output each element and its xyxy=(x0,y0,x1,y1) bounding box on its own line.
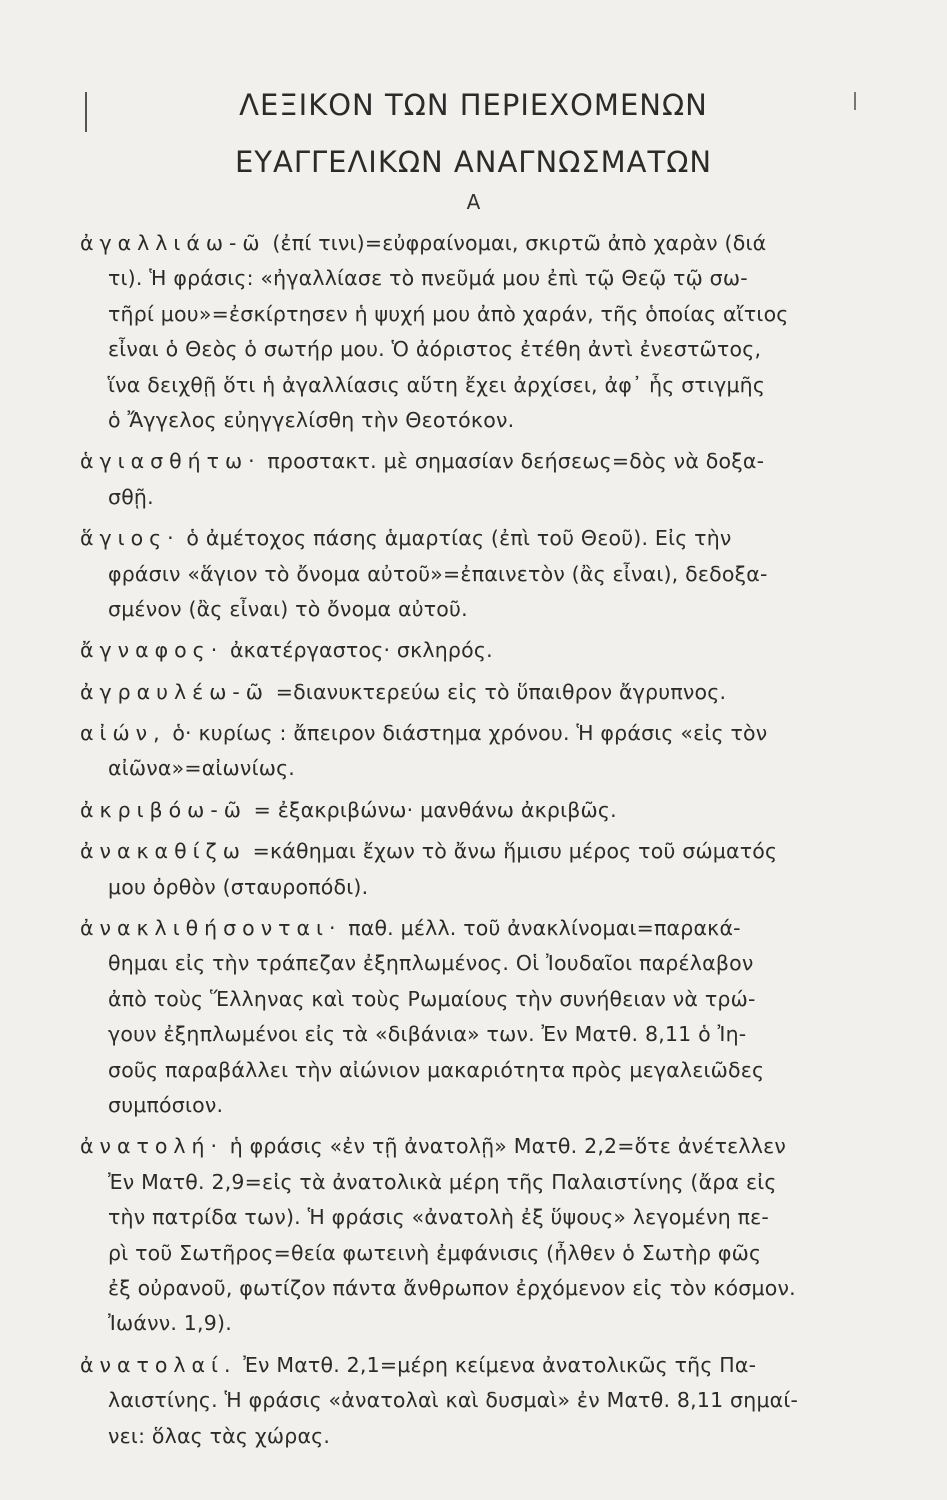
entry-continuation-line xyxy=(80,1383,870,1418)
dictionary-entry xyxy=(80,911,870,1123)
entry-text: μου ὀρθὸν (σταυροπόδι). xyxy=(108,874,369,899)
dictionary-entry xyxy=(80,521,870,627)
entry-text: συμπόσιον. xyxy=(108,1092,224,1117)
entry-first-line xyxy=(80,675,870,710)
entry-lemma: ἄγναφος· xyxy=(80,638,224,663)
entry-continuation-line xyxy=(80,1236,870,1271)
dictionary-entry xyxy=(80,716,870,787)
entry-first-line xyxy=(80,1129,870,1164)
dictionary-entry xyxy=(80,633,870,668)
entry-continuation-line xyxy=(80,1165,870,1200)
entry-lemma: ἀνατολαί. xyxy=(80,1352,237,1377)
entry-lemma: ἅγιος· xyxy=(80,526,180,551)
entry-text: Ἰωάνν. 1,9). xyxy=(108,1311,232,1336)
entry-list xyxy=(80,226,870,1454)
entry-text: ὁ· κυρίως : ἄπειρον διάστημα χρόνου. Ἡ φράσις «εἰς τὸν xyxy=(172,721,768,746)
dictionary-entry xyxy=(80,1348,870,1454)
entry-text: Ἐν Ματθ. 2,1=μέρη κείμενα ἀνατολικῶς τῆς Πα- xyxy=(243,1352,757,1377)
entry-lemma: ἀγραυλέω-ῶ xyxy=(80,679,269,704)
entry-first-line xyxy=(80,521,870,556)
entry-continuation-line xyxy=(80,557,870,592)
entry-continuation-line xyxy=(80,1306,870,1341)
section-letter: Α xyxy=(466,190,481,214)
entry-text: αἰῶνα»=αἰωνίως. xyxy=(108,756,296,781)
entry-text: θημαι εἰς τὴν τράπεζαν ἐξηπλωμένος. Οἱ Ἰουδαῖοι παρέλαβον xyxy=(108,951,754,976)
page-title-line-2: ΕΥΑΓΓΕΛΙΚΩΝ ΑΝΑΓΝΩΣΜΑΤΩΝ xyxy=(234,145,713,179)
entry-text: τῆρί μου»=ἐσκίρτησεν ἡ ψυχή μου ἀπὸ χαράν, τῆς ὁποίας αἴτιος xyxy=(108,301,789,326)
entry-text: Ἐν Ματθ. 2,9=εἰς τὰ ἀνατολικὰ μέρη τῆς Παλαιστίνης (ἄρα εἰς xyxy=(108,1169,777,1194)
entry-text: προστακτ. μὲ σημασίαν δεήσεως=δὸς νὰ δοξα- xyxy=(267,449,765,474)
entry-continuation-line xyxy=(80,946,870,981)
entry-continuation-line xyxy=(80,1419,870,1454)
entry-first-line xyxy=(80,834,870,869)
entry-text: ἀκατέργαστος· σκληρός. xyxy=(229,638,493,663)
entry-first-line xyxy=(80,793,870,828)
entry-text: ἡ φράσις «ἐν τῇ ἀνατολῇ» Ματθ. 2,2=ὅτε ἀνέτελλεν xyxy=(229,1134,786,1159)
dictionary-entry xyxy=(80,226,870,438)
entry-text: ἀπὸ τοὺς Ἕλληνας καὶ τοὺς Ρωμαίους τὴν συνήθειαν νὰ τρώ- xyxy=(108,986,756,1011)
entry-first-line xyxy=(80,633,870,668)
entry-first-line xyxy=(80,1348,870,1383)
entry-lemma: ἀνακαθίζω xyxy=(80,839,246,864)
entry-text: σοῦς παραβάλλει τὴν αἰώνιον μακαριότητα πρὸς μεγαλειῶδες xyxy=(108,1057,765,1082)
entry-continuation-line xyxy=(80,751,870,786)
entry-text: = ἐξακριβώνω· μανθάνω ἀκριβῶς. xyxy=(253,797,617,822)
entry-continuation-line xyxy=(80,1088,870,1123)
entry-text: =διανυκτερεύω εἰς τὸ ὕπαιθρον ἄγρυπνος. xyxy=(275,679,727,704)
entry-text: ὁ Ἄγγελος εὐηγγελίσθη τὴν Θεοτόκον. xyxy=(108,407,515,432)
entry-text: εἶναι ὁ Θεὸς ὁ σωτήρ μου. Ὁ ἀόριστος ἐτέθη ἀντὶ ἐνεστῶτος, xyxy=(108,337,762,362)
entry-text: =κάθημαι ἔχων τὸ ἄνω ἥμισυ μέρος τοῦ σώματός xyxy=(252,839,778,864)
entry-continuation-line xyxy=(80,332,870,367)
entry-continuation-line xyxy=(80,982,870,1017)
dictionary-entry xyxy=(80,675,870,710)
entry-first-line xyxy=(80,226,870,261)
entry-lemma: ἀγαλλιάω-ῶ xyxy=(80,231,266,255)
entry-first-line xyxy=(80,911,870,946)
entry-text: ἵνα δειχθῇ ὅτι ἡ ἀγαλλίασις αὕτη ἔχει ἀρχίσει, ἀφ᾿ ἧς στιγμῆς xyxy=(108,372,766,397)
entry-first-line xyxy=(80,444,870,479)
entry-lemma: ἀνατολή· xyxy=(80,1134,224,1159)
dictionary-entry xyxy=(80,444,870,515)
dictionary-entry xyxy=(80,793,870,828)
dictionary-entry xyxy=(80,1129,870,1341)
entry-continuation-line xyxy=(80,1271,870,1306)
entry-text: παθ. μέλλ. τοῦ ἀνακλίνομαι=παρακά- xyxy=(348,916,741,941)
entry-text: τι). Ἡ φράσις: «ἠγαλλίασε τὸ πνεῦμά μου ἐπὶ τῷ Θεῷ τῷ σω- xyxy=(108,266,748,291)
entry-continuation-line xyxy=(80,480,870,515)
entry-text: γουν ἐξηπλωμένοι εἰς τὰ «διβάνια» των. Ἐν Ματθ. 8,11 ὁ Ἰη- xyxy=(108,1022,747,1047)
entry-lemma: ἁγιασθήτω· xyxy=(80,449,261,474)
entry-continuation-line xyxy=(80,1053,870,1088)
entry-continuation-line xyxy=(80,1200,870,1235)
entry-lemma: αἰών, xyxy=(80,721,166,746)
entry-text: λαιστίνης. Ἡ φράσις «ἀνατολαὶ καὶ δυσμαὶ» ἐν Ματθ. 8,11 σημαί- xyxy=(108,1388,799,1413)
entry-text: ρὶ τοῦ Σωτῆρος=θεία φωτεινὴ ἐμφάνισις (ἦλθεν ὁ Σωτὴρ φῶς xyxy=(108,1240,762,1265)
entry-continuation-line xyxy=(80,261,870,296)
entry-text: ὁ ἀμέτοχος πάσης ἁμαρτίας (ἐπὶ τοῦ Θεοῦ). Εἰς τὴν xyxy=(186,526,732,551)
entry-text: σθῇ. xyxy=(108,484,154,509)
entry-continuation-line xyxy=(80,368,870,403)
entry-text: νει: ὅλας τὰς χώρας. xyxy=(108,1423,331,1448)
entry-text: σμένον (ἂς εἶναι) τὸ ὄνομα αὐτοῦ. xyxy=(108,596,468,621)
entry-continuation-line xyxy=(80,592,870,627)
entry-text: τὴν πατρίδα των). Ἡ φράσις «ἀνατολὴ ἐξ ὕψους» λεγομένη πε- xyxy=(108,1205,770,1230)
entry-lemma: ἀνακλιθήσονται· xyxy=(80,916,342,941)
entry-continuation-line xyxy=(80,1017,870,1052)
entry-lemma: ἀκριβόω-ῶ xyxy=(80,797,247,822)
page-title-line-1: ΛΕΞΙΚΟΝ ΤΩΝ ΠΕΡΙΕΧΟΜΕΝΩΝ xyxy=(239,88,708,122)
entry-continuation-line xyxy=(80,870,870,905)
entry-text: φράσιν «ἅγιον τὸ ὄνομα αὐτοῦ»=ἐπαινετὸν (ἂς εἶναι), δεδοξα- xyxy=(108,561,768,586)
entry-continuation-line xyxy=(80,403,870,438)
entry-continuation-line xyxy=(80,297,870,332)
entry-first-line xyxy=(80,716,870,751)
entry-text: (ἐπί τινι)=εὐφραίνομαι, σκιρτῶ ἀπὸ χαρὰν (διά xyxy=(272,231,767,255)
dictionary-entry xyxy=(80,834,870,905)
entry-text: ἐξ οὐρανοῦ, φωτίζον πάντα ἄνθρωπον ἐρχόμενον εἰς τὸν κόσμον. xyxy=(108,1275,796,1300)
